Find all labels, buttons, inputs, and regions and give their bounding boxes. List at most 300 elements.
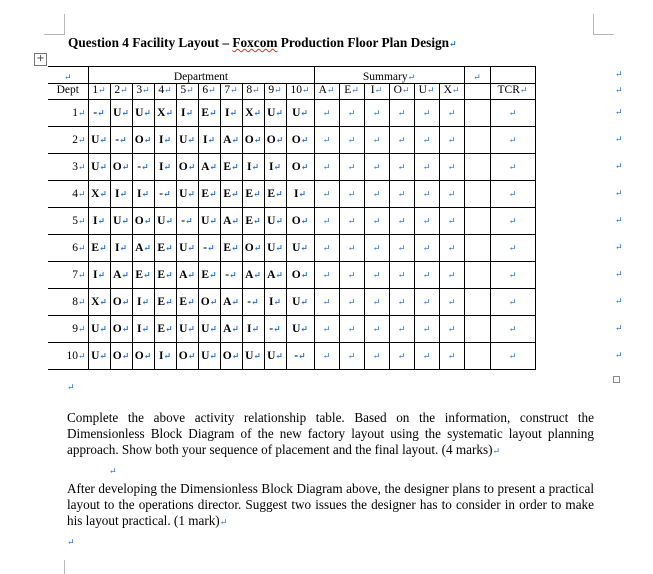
summary-count-cell[interactable]	[414, 154, 439, 181]
relationship-cell[interactable]	[242, 235, 264, 262]
cell-mark-icon: ↵	[99, 162, 107, 172]
title-suffix: Production Floor Plan Design	[277, 35, 450, 50]
cell-mark-icon: ↵	[98, 85, 106, 95]
summary-count-cell[interactable]	[414, 316, 439, 343]
relationship-cell[interactable]	[220, 235, 242, 262]
relationship-cell[interactable]	[220, 181, 242, 208]
summary-count-cell[interactable]	[339, 100, 364, 127]
relationship-cell[interactable]	[264, 262, 286, 289]
relationship-code: O	[291, 215, 301, 227]
relationship-cell[interactable]	[264, 127, 286, 154]
cell-mark-icon: ↵	[275, 189, 283, 199]
cell-mark-icon: ↵	[422, 189, 431, 199]
cell-mark-icon: ↵	[97, 270, 106, 280]
relationship-code: O	[112, 161, 122, 173]
relationship-cell[interactable]	[110, 262, 132, 289]
relationship-cell[interactable]	[242, 127, 264, 154]
row-dept-number: 3	[72, 161, 78, 173]
relationship-cell[interactable]	[132, 154, 154, 181]
relationship-cell[interactable]	[154, 289, 176, 316]
relationship-cell[interactable]	[176, 289, 198, 316]
dept-column-header-7	[220, 84, 242, 100]
summary-count-cell[interactable]	[314, 316, 339, 343]
relationship-cell[interactable]	[132, 343, 154, 370]
relationship-cell[interactable]	[132, 181, 154, 208]
cell-mark-icon: ↵	[165, 297, 173, 307]
summary-count-cell[interactable]	[364, 127, 389, 154]
summary-count-cell[interactable]	[389, 316, 414, 343]
summary-count-cell[interactable]	[439, 127, 464, 154]
relationship-cell[interactable]	[154, 154, 176, 181]
relationship-cell[interactable]	[132, 262, 154, 289]
cell-mark-icon: ↵	[209, 216, 217, 226]
relationship-code: U	[135, 107, 144, 119]
table-row	[48, 316, 535, 343]
cell-mark-icon: ↵	[97, 108, 105, 118]
relationship-code: E	[245, 188, 254, 200]
crop-mark-bottom-left	[44, 560, 65, 574]
cell-mark-icon: ↵	[251, 297, 259, 307]
cell-mark-icon: ↵	[77, 243, 86, 253]
summary-count-cell[interactable]	[414, 343, 439, 370]
relationship-cell[interactable]	[154, 181, 176, 208]
summary-count-cell[interactable]	[314, 154, 339, 181]
relationship-code: -	[93, 107, 98, 119]
relationship-code: I	[158, 161, 164, 173]
relationship-cell[interactable]	[264, 343, 286, 370]
tcr-cell[interactable]	[490, 208, 535, 235]
relationship-cell[interactable]	[242, 208, 264, 235]
relationship-code: A	[179, 269, 188, 281]
cell-mark-icon: ↵	[77, 108, 86, 118]
summary-count-cell[interactable]	[339, 208, 364, 235]
row-end-mark-icon: ↵	[615, 68, 623, 79]
relationship-code: I	[268, 161, 274, 173]
relationship-cell[interactable]	[132, 127, 154, 154]
tcr-cell[interactable]	[490, 100, 535, 127]
relationship-code: O	[200, 296, 210, 308]
relationship-cell[interactable]	[154, 208, 176, 235]
summary-group-header	[314, 67, 464, 84]
summary-count-cell[interactable]	[364, 154, 389, 181]
relationship-cell[interactable]	[88, 208, 110, 235]
cell-mark-icon: ↵	[451, 85, 460, 95]
summary-count-cell[interactable]	[339, 154, 364, 181]
relationship-cell[interactable]	[176, 235, 198, 262]
relationship-cell[interactable]	[154, 100, 176, 127]
relationship-code: O	[112, 296, 122, 308]
relationship-cell[interactable]	[110, 100, 132, 127]
paragraph-1-text: Complete the above activity relationship table. Based on the information, construct the Dimensionless Block Diagram of the new factory layout using the systematic layout planning approach. Show both your sequence of placement and the final layout. (4 marks)	[67, 410, 594, 457]
relationship-cell[interactable]	[154, 316, 176, 343]
cell-mark-icon: ↵	[447, 162, 456, 172]
summary-count-cell[interactable]	[339, 343, 364, 370]
relationship-code: I	[224, 107, 230, 119]
relationship-code: E	[91, 242, 100, 254]
summary-count-cell[interactable]	[364, 343, 389, 370]
cell-mark-icon: ↵	[347, 324, 356, 334]
relationship-code: -	[115, 134, 120, 146]
relationship-cell[interactable]	[176, 127, 198, 154]
relationship-cell[interactable]	[88, 154, 110, 181]
summary-count-cell[interactable]	[389, 262, 414, 289]
cell-mark-icon: ↵	[209, 108, 217, 118]
cell-mark-icon: ↵	[187, 189, 195, 199]
relationship-code: U	[179, 323, 188, 335]
summary-count-cell[interactable]	[439, 262, 464, 289]
summary-count-cell[interactable]	[314, 289, 339, 316]
relationship-cell[interactable]	[132, 208, 154, 235]
spacer-cell	[464, 181, 490, 208]
relationship-cell[interactable]	[286, 289, 314, 316]
relationship-cell[interactable]	[198, 316, 220, 343]
dept-column-number: 6	[202, 84, 209, 96]
relationship-cell[interactable]	[220, 154, 242, 181]
activity-relationship-table	[48, 66, 536, 370]
relationship-cell[interactable]	[110, 316, 132, 343]
cell-mark-icon: ↵	[508, 351, 517, 361]
relationship-cell[interactable]	[286, 181, 314, 208]
relationship-cell[interactable]	[198, 154, 220, 181]
cell-mark-icon: ↵	[141, 324, 150, 334]
relationship-cell[interactable]	[220, 289, 242, 316]
summary-count-cell[interactable]	[364, 181, 389, 208]
relationship-cell[interactable]	[220, 316, 242, 343]
row-dept-label	[48, 154, 88, 181]
cell-mark-icon: ↵	[301, 85, 310, 95]
summary-count-cell[interactable]	[314, 235, 339, 262]
summary-column-letter: X	[443, 84, 452, 96]
header-spacer	[464, 84, 490, 100]
cell-mark-icon: ↵	[143, 351, 152, 361]
summary-count-cell[interactable]	[389, 154, 414, 181]
summary-count-cell[interactable]	[339, 289, 364, 316]
dept-column-header-6	[198, 84, 220, 100]
summary-column-header-U	[414, 84, 439, 100]
summary-count-cell[interactable]	[339, 262, 364, 289]
cell-mark-icon: ↵	[185, 108, 194, 118]
summary-count-cell[interactable]	[439, 154, 464, 181]
cell-mark-icon: ↵	[231, 297, 239, 307]
relationship-cell[interactable]	[264, 181, 286, 208]
relationship-cell[interactable]	[110, 154, 132, 181]
summary-count-cell[interactable]	[389, 181, 414, 208]
relationship-cell[interactable]	[264, 316, 286, 343]
relationship-cell[interactable]	[242, 316, 264, 343]
relationship-cell[interactable]	[242, 181, 264, 208]
relationship-cell[interactable]	[176, 343, 198, 370]
relationship-cell[interactable]	[220, 100, 242, 127]
cell-mark-icon: ↵	[165, 243, 173, 253]
row-end-mark-icon: ↵	[615, 106, 623, 117]
relationship-code: E	[201, 107, 210, 119]
relationship-cell[interactable]	[88, 127, 110, 154]
relationship-cell[interactable]	[88, 100, 110, 127]
cell-mark-icon: ↵	[298, 351, 306, 361]
summary-count-cell[interactable]	[414, 289, 439, 316]
question-paragraph-2	[67, 481, 594, 530]
summary-count-cell[interactable]	[439, 235, 464, 262]
relationship-code: -	[159, 188, 164, 200]
relationship-cell[interactable]	[220, 208, 242, 235]
relationship-cell[interactable]	[88, 262, 110, 289]
summary-count-cell[interactable]	[339, 235, 364, 262]
summary-count-cell[interactable]	[314, 208, 339, 235]
cell-mark-icon: ↵	[300, 243, 308, 253]
summary-count-cell[interactable]	[314, 100, 339, 127]
summary-count-cell[interactable]	[364, 289, 389, 316]
summary-count-cell[interactable]	[339, 127, 364, 154]
relationship-cell[interactable]	[154, 262, 176, 289]
relationship-cell[interactable]	[264, 154, 286, 181]
relationship-cell[interactable]	[132, 100, 154, 127]
cell-mark-icon: ↵	[372, 270, 381, 280]
cell-mark-icon: ↵	[187, 351, 196, 361]
relationship-cell[interactable]	[286, 343, 314, 370]
relationship-cell[interactable]	[154, 127, 176, 154]
relationship-cell[interactable]	[198, 343, 220, 370]
relationship-code: I	[92, 269, 98, 281]
summary-count-cell[interactable]	[439, 181, 464, 208]
cell-mark-icon: ↵	[119, 189, 128, 199]
cell-mark-icon: ↵	[300, 216, 309, 226]
cell-mark-icon: ↵	[121, 297, 130, 307]
crop-mark-top-right	[593, 14, 614, 35]
relationship-cell[interactable]	[132, 316, 154, 343]
relationship-cell[interactable]	[286, 316, 314, 343]
cell-mark-icon: ↵	[99, 324, 107, 334]
relationship-cell[interactable]	[242, 154, 264, 181]
relationship-code: I	[136, 188, 142, 200]
relationship-code: -	[137, 161, 142, 173]
summary-count-cell[interactable]	[339, 316, 364, 343]
relationship-code: -	[225, 269, 230, 281]
summary-count-cell[interactable]	[314, 343, 339, 370]
summary-count-cell[interactable]	[439, 100, 464, 127]
summary-count-cell[interactable]	[339, 181, 364, 208]
relationship-cell[interactable]	[264, 289, 286, 316]
tcr-cell[interactable]	[490, 289, 535, 316]
tcr-cell[interactable]	[490, 127, 535, 154]
relationship-code: E	[157, 296, 166, 308]
relationship-cell[interactable]	[88, 181, 110, 208]
tcr-cell[interactable]	[490, 181, 535, 208]
relationship-cell[interactable]	[286, 235, 314, 262]
tcr-cell[interactable]	[490, 154, 535, 181]
tcr-cell[interactable]	[490, 316, 535, 343]
summary-count-cell[interactable]	[389, 289, 414, 316]
summary-count-cell[interactable]	[389, 100, 414, 127]
relationship-cell[interactable]	[286, 127, 314, 154]
summary-count-cell[interactable]	[364, 262, 389, 289]
table-row	[48, 289, 535, 316]
cell-mark-icon: ↵	[253, 243, 262, 253]
summary-count-cell[interactable]	[314, 127, 339, 154]
cell-mark-icon: ↵	[253, 108, 261, 118]
relationship-cell[interactable]	[242, 262, 264, 289]
relationship-code: E	[245, 215, 254, 227]
cell-mark-icon: ↵	[275, 108, 283, 118]
summary-count-cell[interactable]	[414, 208, 439, 235]
relationship-cell[interactable]	[264, 235, 286, 262]
relationship-cell[interactable]	[198, 127, 220, 154]
summary-count-cell[interactable]	[439, 343, 464, 370]
summary-count-cell[interactable]	[414, 235, 439, 262]
relationship-cell[interactable]	[198, 289, 220, 316]
dept-column-number: 3	[136, 84, 143, 96]
cell-mark-icon: ↵	[397, 297, 406, 307]
summary-column-letter: E	[344, 84, 352, 96]
summary-count-cell[interactable]	[364, 235, 389, 262]
cell-mark-icon: ↵	[143, 108, 151, 118]
relationship-cell[interactable]	[286, 208, 314, 235]
summary-count-cell[interactable]	[439, 316, 464, 343]
summary-count-cell[interactable]	[389, 343, 414, 370]
cell-mark-icon: ↵	[351, 85, 359, 95]
summary-count-cell[interactable]	[364, 316, 389, 343]
relationship-code: O	[244, 242, 254, 254]
header-corner	[48, 67, 88, 84]
summary-count-cell[interactable]	[389, 208, 414, 235]
summary-count-cell[interactable]	[414, 262, 439, 289]
cell-mark-icon: ↵	[209, 270, 217, 280]
relationship-cell[interactable]	[110, 181, 132, 208]
cell-mark-icon: ↵	[207, 243, 215, 253]
summary-count-cell[interactable]	[314, 262, 339, 289]
summary-column-header-I	[364, 84, 389, 100]
tcr-header-top	[490, 67, 535, 84]
cell-mark-icon: ↵	[372, 108, 381, 118]
department-header-label: Department	[173, 71, 229, 83]
relationship-cell[interactable]	[286, 154, 314, 181]
relationship-cell[interactable]	[88, 316, 110, 343]
cell-mark-icon: ↵	[77, 216, 86, 226]
summary-count-cell[interactable]	[414, 127, 439, 154]
relationship-cell[interactable]	[88, 343, 110, 370]
relationship-code: U	[201, 323, 210, 335]
relationship-cell[interactable]	[132, 235, 154, 262]
summary-column-header-O	[389, 84, 414, 100]
relationship-code: I	[114, 188, 120, 200]
relationship-cell[interactable]	[110, 127, 132, 154]
relationship-cell[interactable]	[110, 343, 132, 370]
table-row	[48, 235, 535, 262]
relationship-cell[interactable]	[154, 235, 176, 262]
cell-mark-icon: ↵	[422, 270, 431, 280]
header-row-columns	[48, 84, 535, 100]
summary-count-cell[interactable]	[414, 100, 439, 127]
cell-mark-icon: ↵	[163, 162, 172, 172]
cell-mark-icon: ↵	[77, 324, 86, 334]
row-dept-label	[48, 262, 88, 289]
relationship-cell[interactable]	[198, 100, 220, 127]
cell-mark-icon: ↵	[165, 324, 173, 334]
cell-mark-icon: ↵	[347, 351, 356, 361]
cell-mark-icon: ↵	[253, 135, 262, 145]
relationship-code: O	[134, 350, 144, 362]
relationship-code: U	[292, 296, 301, 308]
cell-mark-icon: ↵	[231, 351, 240, 361]
tcr-cell[interactable]	[490, 262, 535, 289]
row-dept-label	[48, 343, 88, 370]
cell-mark-icon: ↵	[397, 270, 406, 280]
relationship-code: O	[178, 350, 188, 362]
relationship-cell[interactable]	[264, 100, 286, 127]
relationship-cell[interactable]	[110, 208, 132, 235]
table-row	[48, 127, 535, 154]
relationship-code: U	[267, 215, 276, 227]
relationship-cell[interactable]	[220, 127, 242, 154]
relationship-cell[interactable]	[176, 316, 198, 343]
relationship-cell[interactable]	[154, 343, 176, 370]
relationship-cell[interactable]	[132, 289, 154, 316]
cell-mark-icon: ↵	[99, 351, 107, 361]
cell-mark-icon: ↵	[229, 108, 238, 118]
empty-paragraph-mark-icon: ↵	[109, 466, 117, 476]
summary-count-cell[interactable]	[314, 181, 339, 208]
relationship-cell[interactable]	[88, 289, 110, 316]
relationship-cell[interactable]	[88, 235, 110, 262]
relationship-cell[interactable]	[176, 154, 198, 181]
cell-mark-icon: ↵	[63, 72, 72, 82]
tcr-cell[interactable]	[490, 235, 535, 262]
relationship-cell[interactable]	[198, 181, 220, 208]
summary-count-cell[interactable]	[439, 208, 464, 235]
relationship-cell[interactable]	[220, 262, 242, 289]
relationship-cell[interactable]	[198, 208, 220, 235]
dept-column-header-10	[286, 84, 314, 100]
cell-mark-icon: ↵	[186, 85, 194, 95]
summary-count-cell[interactable]	[364, 100, 389, 127]
row-dept-number: 10	[66, 350, 78, 362]
relationship-code: I	[158, 134, 164, 146]
relationship-cell[interactable]	[176, 181, 198, 208]
crop-mark-top-left	[44, 14, 65, 35]
relationship-cell[interactable]	[176, 208, 198, 235]
relationship-cell[interactable]	[264, 208, 286, 235]
summary-count-cell[interactable]	[389, 127, 414, 154]
row-end-mark-icon: ↵	[615, 133, 623, 144]
relationship-code: I	[246, 161, 252, 173]
cell-mark-icon: ↵	[508, 189, 517, 199]
relationship-cell[interactable]	[176, 100, 198, 127]
summary-count-cell[interactable]	[439, 289, 464, 316]
tcr-cell[interactable]	[490, 343, 535, 370]
relationship-code: U	[267, 350, 276, 362]
relationship-cell[interactable]	[242, 289, 264, 316]
summary-count-cell[interactable]	[414, 181, 439, 208]
table-row	[48, 343, 535, 370]
cell-mark-icon: ↵	[397, 162, 406, 172]
summary-count-cell[interactable]	[389, 235, 414, 262]
relationship-cell[interactable]	[242, 343, 264, 370]
question-title	[68, 35, 457, 51]
relationship-cell[interactable]	[198, 235, 220, 262]
relationship-cell[interactable]	[198, 262, 220, 289]
table-move-handle-icon[interactable]: +	[34, 53, 47, 66]
summary-count-cell[interactable]	[364, 208, 389, 235]
relationship-cell[interactable]	[220, 343, 242, 370]
cell-mark-icon: ↵	[209, 351, 217, 361]
relationship-cell[interactable]	[286, 262, 314, 289]
table-resize-handle-icon[interactable]	[613, 376, 620, 383]
relationship-cell[interactable]	[110, 235, 132, 262]
relationship-cell[interactable]	[242, 100, 264, 127]
relationship-cell[interactable]	[286, 100, 314, 127]
summary-column-letter: U	[418, 84, 427, 96]
relationship-cell[interactable]	[176, 262, 198, 289]
relationship-cell[interactable]	[110, 289, 132, 316]
